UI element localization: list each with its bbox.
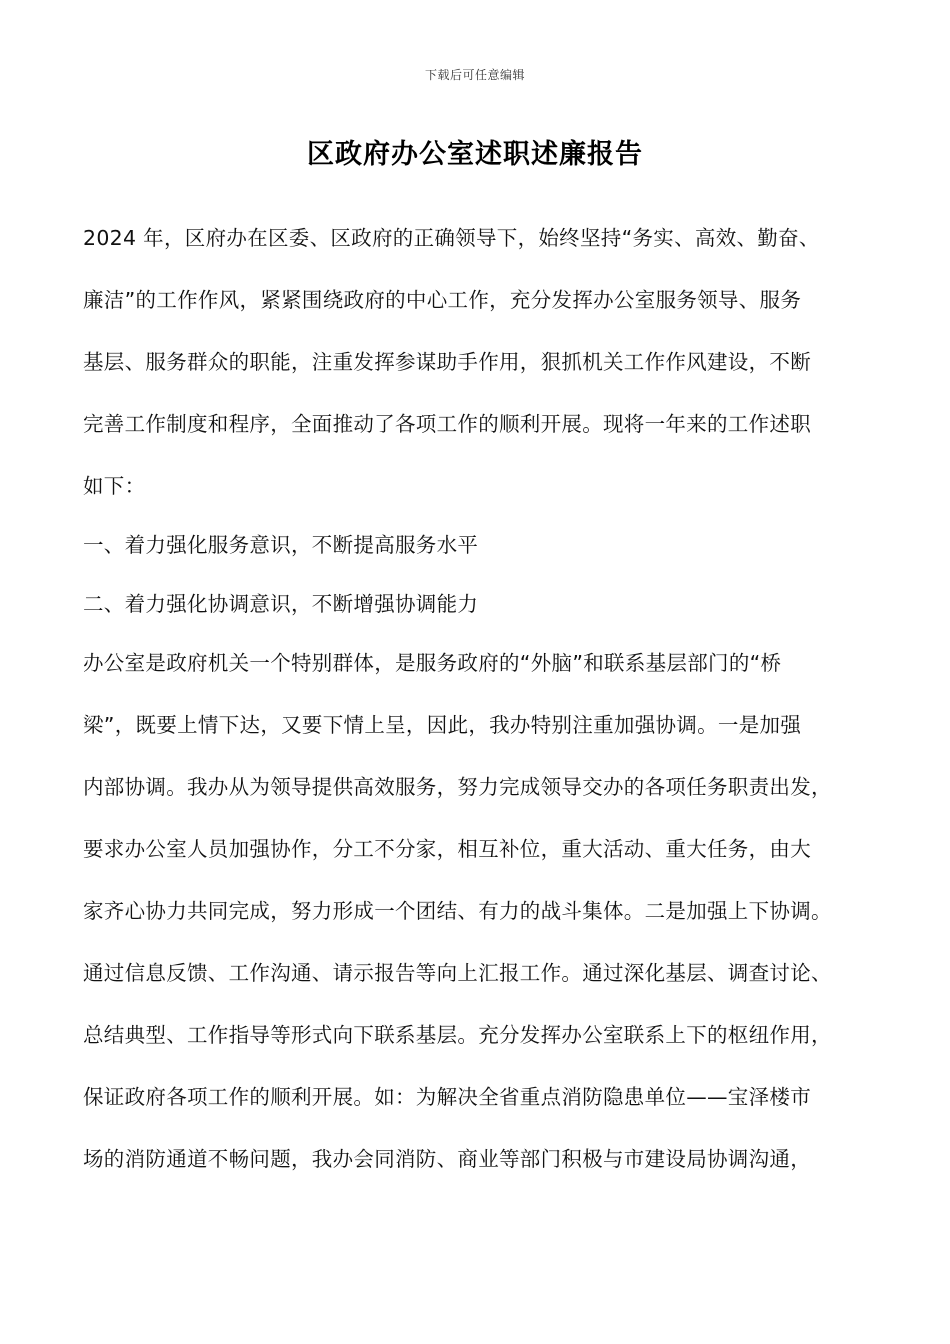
document-body: [83, 218, 883, 1201]
body-line: 完善工作制度和程序，全面推动了各项工作的顺利开展。现将一年来的工作述职: [83, 412, 811, 436]
document-title: 区政府办公室述职述廉报告: [307, 139, 643, 170]
body-line: 基层、服务群众的职能，注重发挥参谋助手作用，狠抓机关工作作风建设，不断: [83, 350, 811, 374]
body-line: 要求办公室人员加强协作，分工不分家，相互补位，重大活动、重大任务，由大: [83, 837, 811, 861]
body-line: 2024 年，区府办在区委、区政府的正确领导下，始终坚持“务实、高效、勤奋、: [83, 226, 820, 250]
section-heading: 一、着力强化服务意识，不断提高服务水平: [83, 533, 479, 557]
body-line: 保证政府各项工作的顺利开展。如：为解决全省重点消防隐患单位——宝泽楼市: [83, 1085, 811, 1109]
body-line: 内部协调。我办从为领导提供高效服务，努力完成领导交办的各项任务职责出发，: [83, 775, 832, 799]
body-line: 家齐心协力共同完成，努力形成一个团结、有力的战斗集体。二是加强上下协调。: [83, 899, 832, 923]
body-line: 廉洁”的工作作风，紧紧围绕政府的中心工作，充分发挥办公室服务领导、服务: [83, 288, 802, 312]
body-line: 如下：: [83, 474, 146, 498]
body-line: 总结典型、工作指导等形式向下联系基层。充分发挥办公室联系上下的枢纽作用，: [83, 1023, 832, 1047]
body-line: 场的消防通道不畅问题，我办会同消防、商业等部门积极与市建设局协调沟通，: [83, 1147, 811, 1171]
body-line: 梁”，既要上情下达，又要下情上呈，因此，我办特别注重加强协调。一是加强: [83, 713, 802, 737]
body-line: 通过信息反馈、工作沟通、请示报告等向上汇报工作。通过深化基层、调查讨论、: [83, 961, 832, 985]
section-heading: 二、着力强化协调意识，不断增强协调能力: [83, 592, 479, 616]
header-note: 下载后可任意编辑: [424, 68, 525, 82]
body-line: 办公室是政府机关一个特别群体，是服务政府的“外脑”和联系基层部门的“桥: [83, 651, 782, 675]
